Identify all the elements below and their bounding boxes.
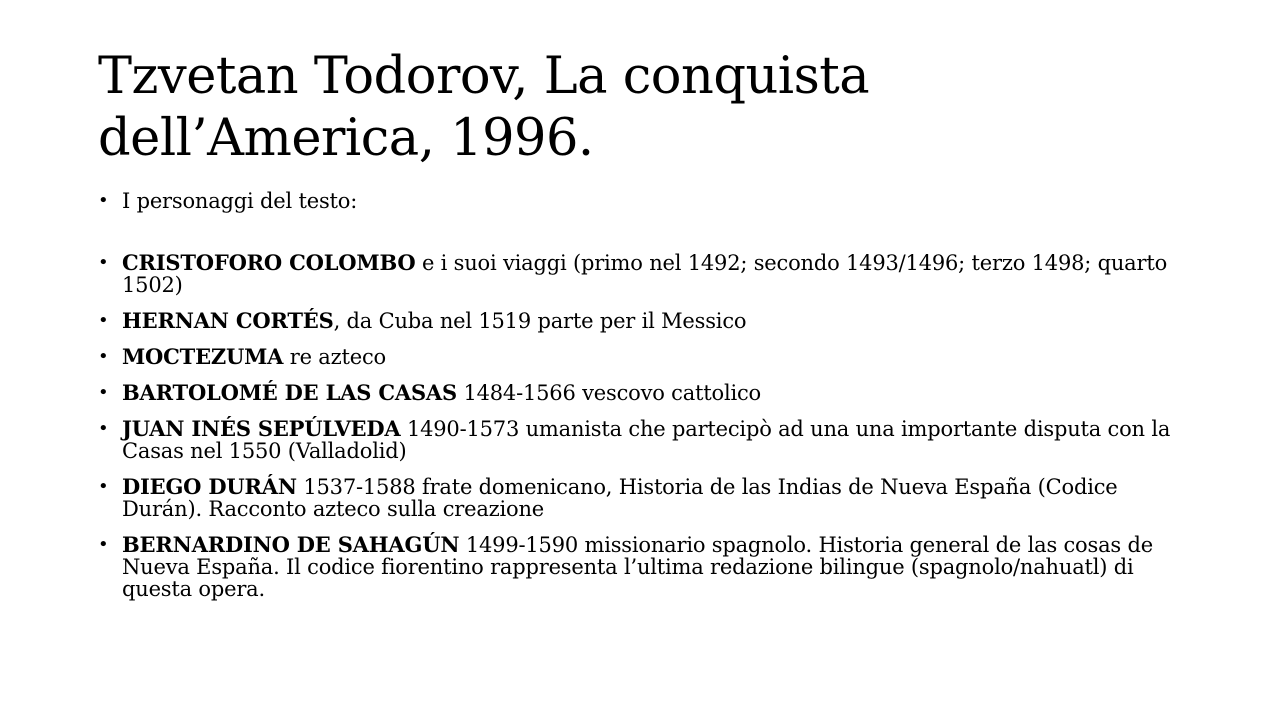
title-line-1: Tzvetan Todorov, La conquista: [98, 47, 870, 106]
person-name: BARTOLOMÉ DE LAS CASAS: [122, 380, 457, 405]
person-description: 1499-1590 missionario spagnolo. Historia general de las cosas de Nueva España. Il codice fiorentino rappresenta l’ultima redazione bilingue (spagnolo/nahuatl) di questa opera.: [122, 533, 1153, 601]
person-name: CRISTOFORO COLOMBO: [122, 250, 416, 275]
person-description: re azteco: [283, 345, 386, 369]
bullet-icon: •: [98, 310, 109, 331]
bullet-icon: •: [98, 346, 109, 367]
person-name: DIEGO DURÁN: [122, 474, 297, 499]
person-description: 1490-1573 umanista che partecipò ad una una importante disputa con la Casas nel 1550 (Valladolid): [122, 417, 1171, 463]
intro-text: I personaggi del testo:: [122, 189, 358, 213]
person-name: JUAN INÉS SEPÚLVEDA: [122, 416, 401, 441]
title-line-2: dell’America, 1996.: [98, 109, 594, 168]
bullet-item-moctezuma: [98, 346, 1198, 368]
person-description: 1537-1588 frate domenicano, Historia de las Indias de Nueva España (Codice Durán). Racconto azteco sulla creazione: [122, 475, 1118, 521]
person-name: HERNAN CORTÉS: [122, 308, 334, 333]
person-name: MOCTEZUMA: [122, 344, 284, 369]
person-description: e i suoi viaggi (primo nel 1492; secondo 1493/1496; terzo 1498; quarto 1502): [122, 251, 1168, 297]
bullet-item-cortes: [98, 310, 1198, 332]
bullet-icon: •: [98, 382, 109, 403]
bullet-item-sepulveda: [98, 418, 1198, 462]
person-description: , da Cuba nel 1519 parte per il Messico: [333, 309, 747, 333]
bullet-item-colombo: [98, 252, 1198, 296]
bullet-icon: •: [98, 252, 109, 273]
bullet-icon: •: [98, 534, 109, 555]
person-description: 1484-1566 vescovo cattolico: [456, 381, 761, 405]
bullet-icon: •: [98, 476, 109, 497]
bullet-list: [98, 190, 1198, 600]
person-name: BERNARDINO DE SAHAGÚN: [122, 532, 460, 557]
slide-title: [98, 46, 1198, 170]
bullet-icon: •: [98, 418, 109, 439]
bullet-item-sahagun: [98, 534, 1198, 600]
bullet-item-duran: [98, 476, 1198, 520]
bullet-intro: [98, 190, 1198, 212]
bullet-item-las-casas: [98, 382, 1198, 404]
bullet-icon: •: [98, 190, 109, 211]
